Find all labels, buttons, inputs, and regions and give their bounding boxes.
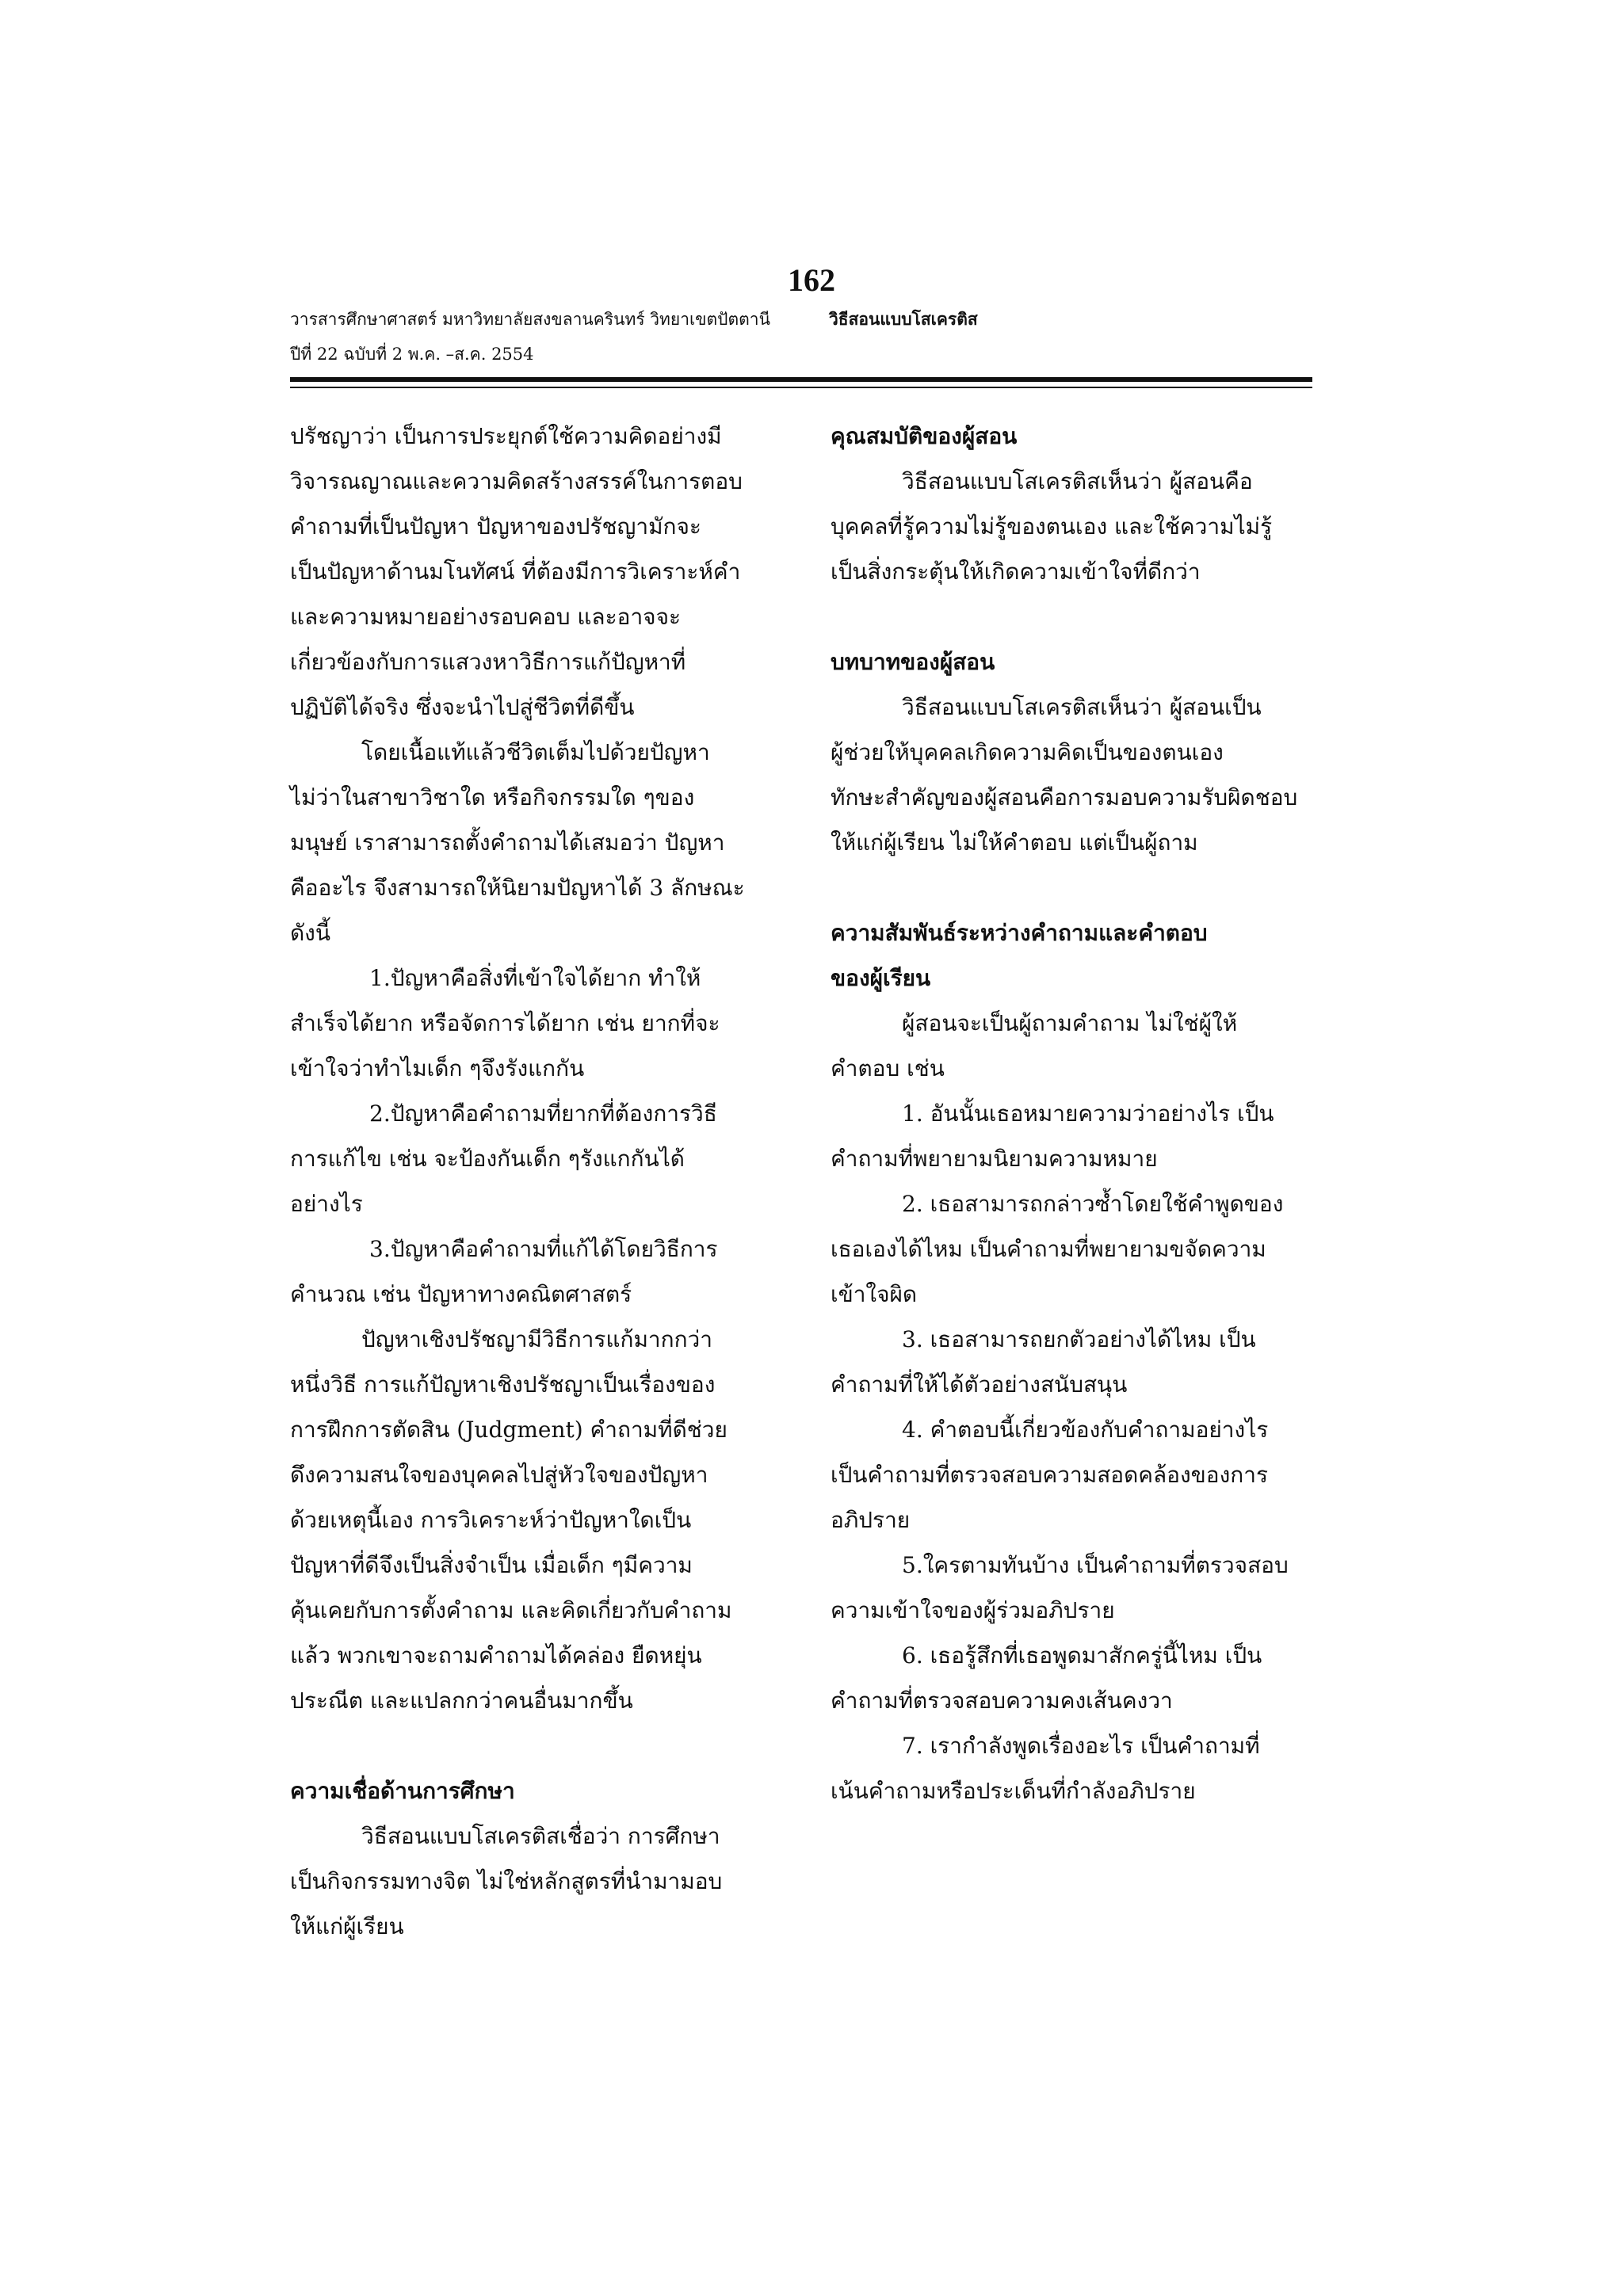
- text-line: เป็นสิ่งกระตุ้นให้เกิดความเข้าใจที่ดีกว่า: [831, 559, 1201, 585]
- paragraph-role: [831, 685, 1322, 865]
- paragraph-philosophical-problems: [290, 1317, 781, 1723]
- text-line: เธอเองได้ไหม เป็นคำถามที่พยายามขจัดความ: [831, 1236, 1266, 1262]
- list-item-question-4: [831, 1407, 1322, 1543]
- text-line: 2. เธอสามารถกล่าวซ้ำโดยใช้คำพูดของ: [902, 1191, 1284, 1217]
- text-line: ผู้สอนจะเป็นผู้ถามคำถาม ไม่ใช่ผู้ให้: [902, 1010, 1238, 1036]
- text-line: 2.ปัญหาคือคำถามที่ยากที่ต้องการวิธี: [369, 1100, 717, 1127]
- text-line: วิธีสอนแบบโสเครติสเห็นว่า ผู้สอนคือ: [902, 468, 1253, 494]
- text-line: เกี่ยวข้องกับการแสวงหาวิธีการแก้ปัญหาที่: [290, 649, 686, 675]
- text-line: อภิปราย: [831, 1507, 911, 1533]
- journal-name: วารสารศึกษาศาสตร์ มหาวิทยาลัยสงขลานครินทร์ วิทยาเขตปัตตานี: [290, 310, 770, 329]
- list-item-question-6: [831, 1633, 1322, 1723]
- article-title: วิธีสอนแบบโสเครติส: [829, 309, 978, 329]
- list-item-question-2: [831, 1181, 1322, 1317]
- text-line: สำเร็จได้ยาก หรือจัดการได้ยาก เช่น ยากที่จะ: [290, 1010, 720, 1036]
- text-line: วิธีสอนแบบโสเครติสเชื่อว่า การศึกษา: [361, 1823, 720, 1849]
- heading-line: ของผู้เรียน: [831, 965, 931, 991]
- list-item-question-7: [831, 1723, 1322, 1814]
- section-heading-beliefs: ความเชื่อด้านการศึกษา: [290, 1778, 515, 1804]
- text-line: ดึงความสนใจของบุคคลไปสู่หัวใจของปัญหา: [290, 1462, 708, 1488]
- text-line: การแก้ไข เช่น จะป้องกันเด็ก ๆรังแกกันได้: [290, 1146, 685, 1172]
- text-line: คำถามที่ตรวจสอบความคงเส้นคงวา: [831, 1688, 1173, 1714]
- text-line: ดังนี้: [290, 920, 330, 946]
- text-line: เน้นคำถามหรือประเด็นที่กำลังอภิปราย: [831, 1778, 1196, 1804]
- list-item-problem-2: [290, 1091, 781, 1226]
- section-heading-qualities: คุณสมบัติของผู้สอน: [831, 423, 1018, 449]
- text-line: คำนวณ เช่น ปัญหาทางคณิตศาสตร์: [290, 1281, 632, 1307]
- text-line: ปฏิบัติได้จริง ซึ่งจะนำไปสู่ชีวิตที่ดีขึ้น: [290, 694, 635, 720]
- text-line: เป็นกิจกรรมทางจิต ไม่ใช่หลักสูตรที่นำมามอบ: [290, 1868, 723, 1894]
- text-line: ปัญหาที่ดีจึงเป็นสิ่งจำเป็น เมื่อเด็ก ๆมีความ: [290, 1552, 693, 1578]
- list-item-question-1: [831, 1091, 1322, 1181]
- paragraph-qualities: [831, 459, 1322, 594]
- text-line: บุคคลที่รู้ความไม่รู้ของตนเอง และใช้ความไม่รู้: [831, 513, 1273, 540]
- running-head: [290, 307, 1312, 372]
- section-heading-relation: [831, 910, 1322, 1001]
- text-line: ความเข้าใจของผู้ร่วมอภิปราย: [831, 1597, 1115, 1623]
- paragraph-beliefs: [290, 1814, 781, 1949]
- left-column: [290, 414, 781, 1949]
- heading-line: ความสัมพันธ์ระหว่างคำถามและคำตอบ: [831, 920, 1208, 946]
- text-line: ผู้ช่วยให้บุคคลเกิดความคิดเป็นของตนเอง: [831, 739, 1224, 765]
- text-line: คำถามที่เป็นปัญหา ปัญหาของปรัชญามักจะ: [290, 513, 701, 540]
- header-rule-thin: [290, 387, 1312, 388]
- text-line: 1.ปัญหาคือสิ่งที่เข้าใจได้ยาก ทำให้: [369, 965, 701, 991]
- section-heading-role: บทบาทของผู้สอน: [831, 649, 995, 675]
- list-item-problem-3: [290, 1226, 781, 1317]
- header-rule-thick: [290, 377, 1312, 382]
- text-line: 1. อันนั้นเธอหมายความว่าอย่างไร เป็น: [902, 1100, 1274, 1127]
- text-line: มนุษย์ เราสามารถตั้งคำถามได้เสมอว่า ปัญหา: [290, 830, 725, 856]
- text-line: เข้าใจผิด: [831, 1281, 918, 1307]
- list-item-problem-1: [290, 955, 781, 1091]
- section-gap: [831, 594, 1322, 639]
- section-gap: [831, 865, 1322, 910]
- text-line: 6. เธอรู้สึกที่เธอพูดมาสักครู่นี้ไหม เป็น: [902, 1642, 1262, 1669]
- text-line: เป็นคำถามที่ตรวจสอบความสอดคล้องของการ: [831, 1462, 1269, 1488]
- text-line: เป็นปัญหาด้านมโนทัศน์ ที่ต้องมีการวิเคราะห์คำ: [290, 559, 741, 585]
- right-column: [831, 414, 1322, 1814]
- text-line: ไม่ว่าในสาขาวิชาใด หรือกิจกรรมใด ๆของ: [290, 784, 695, 810]
- text-line: ให้แก่ผู้เรียน ไม่ให้คำตอบ แต่เป็นผู้ถาม: [831, 830, 1198, 856]
- text-line: ปัญหาเชิงปรัชญามีวิธีการแก้มากกว่า: [361, 1326, 712, 1352]
- text-line: โดยเนื้อแท้แล้วชีวิตเต็มไปด้วยปัญหา: [361, 739, 710, 765]
- journal-issue: ปีที่ 22 ฉบับที่ 2 พ.ค. –ส.ค. 2554: [290, 345, 534, 364]
- paragraph-teacher-asks: [831, 1001, 1322, 1091]
- paragraph-philosophy-definition: [290, 414, 781, 730]
- text-line: เข้าใจว่าทำไมเด็ก ๆจึงรังแกกัน: [290, 1055, 585, 1081]
- text-line: วิธีสอนแบบโสเครติสเห็นว่า ผู้สอนเป็น: [902, 694, 1262, 720]
- text-line: 3.ปัญหาคือคำถามที่แก้ได้โดยวิธีการ: [369, 1236, 718, 1262]
- text-line: การฝึกการตัดสิน (Judgment) คำถามที่ดีช่วย: [290, 1417, 727, 1443]
- text-line: คำตอบ เช่น: [831, 1055, 945, 1081]
- text-line: คำถามที่พยายามนิยามความหมาย: [831, 1146, 1158, 1172]
- text-line: และความหมายอย่างรอบคอบ และอาจจะ: [290, 604, 682, 630]
- text-line: คุ้นเคยกับการตั้งคำถาม และคิดเกี่ยวกับคำถาม: [290, 1597, 732, 1623]
- text-line: วิจารณญาณและความคิดสร้างสรรค์ในการตอบ: [290, 468, 743, 494]
- text-line: ปรัชญาว่า เป็นการประยุกต์ใช้ความคิดอย่างมี: [290, 423, 722, 449]
- text-line: 5.ใครตามทันบ้าง เป็นคำถามที่ตรวจสอบ: [902, 1552, 1289, 1578]
- text-line: อย่างไร: [290, 1191, 363, 1217]
- text-line: หนึ่งวิธี การแก้ปัญหาเชิงปรัชญาเป็นเรื่องของ: [290, 1371, 716, 1398]
- text-line: ประณีต และแปลกกว่าคนอื่นมากขึ้น: [290, 1688, 633, 1714]
- list-item-question-5: [831, 1543, 1322, 1633]
- text-line: 4. คำตอบนี้เกี่ยวข้องกับคำถามอย่างไร: [902, 1417, 1269, 1443]
- section-gap: [290, 1723, 781, 1768]
- text-line: ทักษะสำคัญของผู้สอนคือการมอบความรับผิดชอบ: [831, 784, 1298, 810]
- text-line: ให้แก่ผู้เรียน: [290, 1913, 404, 1939]
- text-line: 7. เรากำลังพูดเรื่องอะไร เป็นคำถามที่: [902, 1733, 1260, 1759]
- text-line: 3. เธอสามารถยกตัวอย่างได้ไหม เป็น: [902, 1326, 1256, 1352]
- text-line: ด้วยเหตุนี้เอง การวิเคราะห์ว่าปัญหาใดเป็น: [290, 1507, 692, 1533]
- paragraph-life-problems: [290, 730, 781, 955]
- text-line: คำถามที่ให้ได้ตัวอย่างสนับสนุน: [831, 1371, 1128, 1398]
- text-line: คืออะไร จึงสามารถให้นิยามปัญหาได้ 3 ลักษณะ: [290, 875, 745, 901]
- page-number: 162: [788, 262, 835, 298]
- text-line: แล้ว พวกเขาจะถามคำถามได้คล่อง ยืดหยุ่น: [290, 1642, 702, 1669]
- list-item-question-3: [831, 1317, 1322, 1407]
